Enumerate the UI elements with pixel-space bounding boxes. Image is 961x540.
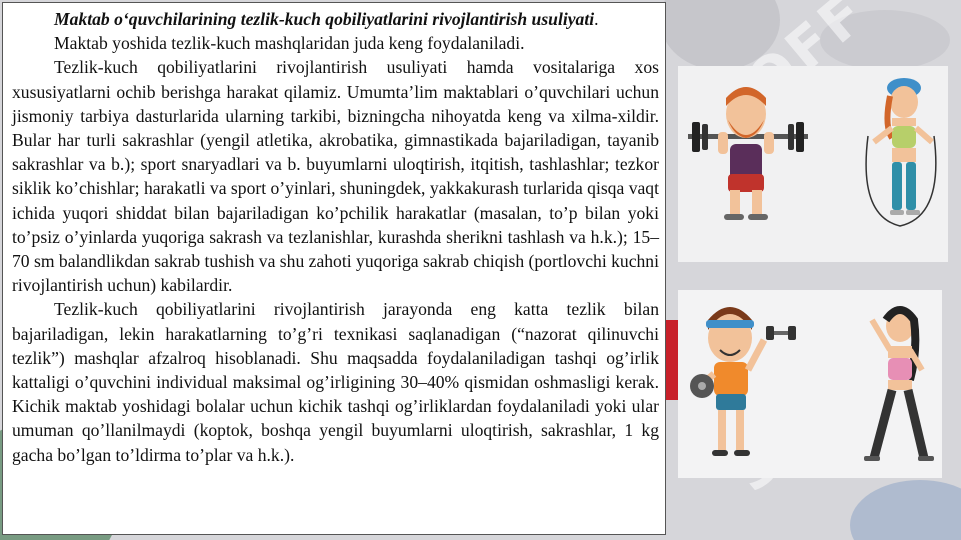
weightlifter-man-icon bbox=[688, 87, 808, 220]
text-box bbox=[2, 2, 666, 535]
paragraph: Maktab yoshida tezlik-kuch mashqlaridan juda keng foydalaniladi. bbox=[54, 33, 525, 54]
stretching-woman-icon bbox=[864, 310, 934, 461]
paragraph: Tezlik-kuch qobiliyatlarini rivojlantirish jarayonda eng katta tezlik bilan bajariladigan, lekin harakatlarning to’g’ri texnikasi saqlanadigan (“nazorat qilinuvchi tezlik”) mashqlar afzalroq hisoblanadi. Shu maqsadda foydalaniladigan tashqi og’irlik kattaligi o’quvchini individual maksimal og’irligining 30–40% qismidan oshmasligi kerak. Kichik maktab yoshidagi bolalar uchun kichik tashqi og’irliklardan foydalaniladi yoki ular umuman qo’llanilmaydi (koptok, boshqa yengil buyumlarni uloqtirish, sakrashlar, 1 kg gacha bo’lgan to’ldirma to’plar va h.k.). bbox=[12, 299, 659, 465]
jump-rope-woman-icon bbox=[866, 78, 936, 226]
heading-paragraph bbox=[12, 7, 659, 31]
dumbbell-boy-icon bbox=[690, 307, 796, 456]
illustration-card-top bbox=[678, 66, 948, 262]
heading-end: . bbox=[594, 9, 599, 29]
illustration-card-bottom bbox=[678, 290, 942, 478]
background-shape bbox=[850, 480, 961, 540]
heading-title: Maktab o‘quvchilarining tezlik-kuch qobiliyatlarini rivojlantirish usuliyati bbox=[54, 9, 595, 29]
paragraph: Tezlik-kuch qobiliyatlarini rivojlantirish usuliyati hamda vositalariga xos xususiyatlarni ochib berishga harakat qilamiz. Umumta’lim maktablari o’quvchilari uchun jismoniy tarbiya dasturlarida ularning tarkibi, bizningcha nihoyatda keng va xilma-xildir. Bular har turli sakrashlar (yengil atletika, akrobatika, gimnastikada bajariladigan, tayanib sakrashlar va b.); sport snaryadlari va b. buyumlarni uloqtirish, itqitish, tashlashlar; tezkor siklik ko’chishlar; harakatli va sport o’yinlari, shuningdek, yakkakurash turlarida qisqa vaqt ichida yuqori shiddat bilan bajariladigan ko’pchilik harakatlar (masalan, to’p bilan yoki to’psiz o’yinlarda yuqoriga sakrash va tezlanishlar, kurashda sherikni tashlash va h.k.); 15–70 sm balandlikdan sakrab tushish va shu zahoti yuqoriga sakrab chiqish (portlovchi kuchni rivojlantirish uchun) kabilardir. bbox=[12, 57, 659, 296]
